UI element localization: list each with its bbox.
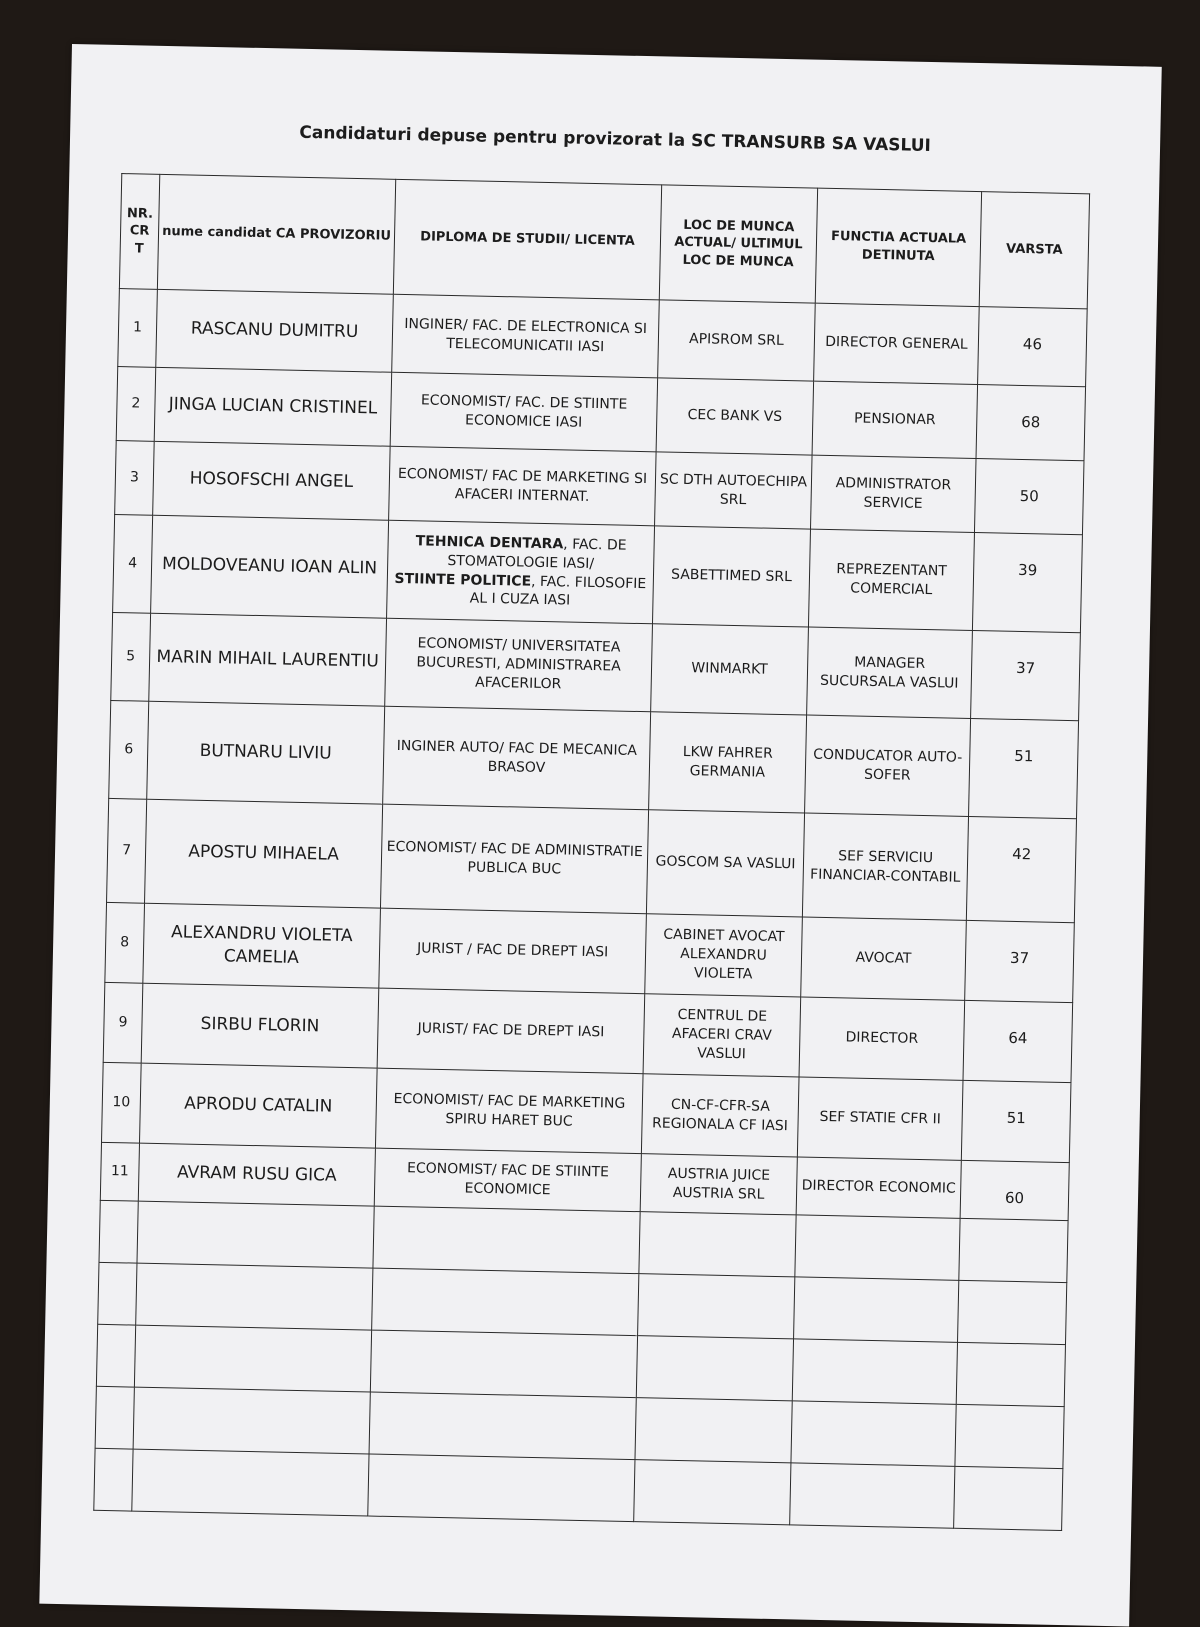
candidates-table <box>93 173 1090 1531</box>
cell-function: SEF SERVICIU FINANCIAR-CONTABIL <box>802 813 968 920</box>
cell-function: ADMINISTRATOR SERVICE <box>811 455 977 532</box>
diploma-bold-b: STIINTE POLITICE <box>394 570 532 590</box>
cell-name: HOSOFSCHI ANGEL <box>153 441 390 520</box>
cell-name: RASCANU DUMITRU <box>156 289 394 372</box>
cell-diploma: ECONOMIST/ UNIVERSITATEA BUCURESTI, ADMINISTRAREA AFACERILOR <box>385 618 653 712</box>
cell-workplace: AUSTRIA JUICE AUSTRIA SRL <box>640 1154 797 1215</box>
cell-name: APOSTU MIHAELA <box>145 799 383 908</box>
cell-name: AVRAM RUSU GICA <box>138 1143 375 1206</box>
cell-diploma: ECONOMIST/ FAC. DE STIINTE ECONOMICE IASI <box>390 372 657 452</box>
empty-cell <box>132 1449 369 1516</box>
empty-cell <box>634 1460 791 1525</box>
document-page <box>39 44 1161 1626</box>
cell-name: BUTNARU LIVIU <box>147 701 385 804</box>
header-name: nume candidat CA PROVIZORIU <box>157 174 395 294</box>
cell-nr: 4 <box>113 514 153 613</box>
cell-workplace: SC DTH AUTOECHIPA SRL <box>655 452 813 529</box>
header-function: FUNCTIA ACTUALA DETINUTA <box>815 188 981 306</box>
empty-cell <box>373 1206 640 1274</box>
empty-cell <box>795 1215 960 1280</box>
empty-cell <box>369 1392 636 1460</box>
header-age: VARSTA <box>979 192 1089 309</box>
cell-nr: 1 <box>118 289 158 368</box>
cell-nr: 5 <box>111 612 151 701</box>
empty-cell <box>370 1330 637 1398</box>
cell-diploma: INGINER/ FAC. DE ELECTRONICA SI TELECOMUNICATII IASI <box>392 294 660 378</box>
empty-cell <box>956 1342 1065 1406</box>
cell-workplace: CN-CF-CFR-SA REGIONALA CF IASI <box>641 1074 799 1157</box>
cell-workplace: CABINET AVOCAT ALEXANDRU VIOLETA <box>645 914 803 997</box>
empty-cell <box>955 1404 1064 1468</box>
cell-diploma: JURIST / FAC DE DREPT IASI <box>379 908 647 994</box>
empty-cell <box>790 1463 955 1528</box>
cell-name: MOLDOVEANU IOAN ALIN <box>151 515 389 618</box>
empty-cell <box>372 1268 639 1336</box>
cell-name: SIRBU FLORIN <box>141 983 379 1068</box>
cell-nr: 9 <box>103 982 143 1063</box>
empty-cell <box>638 1274 795 1339</box>
cell-workplace: CEC BANK VS <box>656 378 814 455</box>
cell-function: CONDUCATOR AUTO-SOFER <box>805 715 971 816</box>
cell-age: 39 <box>972 533 1082 633</box>
empty-cell <box>954 1466 1063 1530</box>
empty-cell <box>98 1262 137 1325</box>
cell-nr: 2 <box>116 367 156 442</box>
cell-workplace: CENTRUL DE AFACERI CRAV VASLUI <box>643 994 801 1077</box>
cell-diploma: ECONOMIST/ FAC DE MARKETING SI AFACERI INTERNAT. <box>389 446 656 526</box>
cell-name: ALEXANDRU VIOLETA CAMELIA <box>143 903 381 988</box>
empty-cell <box>794 1277 959 1342</box>
empty-cell <box>137 1201 374 1268</box>
cell-diploma: ECONOMIST/ FAC DE STIINTE ECONOMICE <box>374 1148 641 1212</box>
cell-nr: 3 <box>115 441 155 516</box>
empty-cell <box>99 1200 138 1263</box>
cell-nr: 7 <box>107 798 147 903</box>
cell-function: REPREZENTANT COMERCIAL <box>808 529 974 630</box>
cell-function: MANAGER SUCURSALA VASLUI <box>807 627 973 718</box>
cell-name: JINGA LUCIAN CRISTINEL <box>154 367 391 446</box>
cell-age: 51 <box>961 1080 1071 1162</box>
cell-age: 37 <box>971 630 1081 720</box>
cell-age: 37 <box>965 920 1075 1002</box>
empty-cell <box>94 1448 133 1511</box>
diploma-rest-a: , FAC. DE STOMATOLOGIE IASI/ <box>447 536 627 572</box>
cell-name: MARIN MIHAIL LAURENTIU <box>149 613 387 706</box>
cell-age: 46 <box>978 307 1088 387</box>
cell-workplace: SABETTIMED SRL <box>652 526 810 627</box>
cell-age: 64 <box>963 1000 1073 1082</box>
empty-cell <box>134 1325 371 1392</box>
empty-cell <box>95 1386 134 1449</box>
header-workplace: LOC DE MUNCA ACTUAL/ ULTIMUL LOC DE MUNCA <box>659 185 817 303</box>
empty-cell <box>959 1218 1068 1282</box>
cell-diploma <box>387 520 655 624</box>
empty-cell <box>636 1336 793 1401</box>
cell-diploma: ECONOMIST/ FAC DE MARKETING SPIRU HARET BUC <box>375 1068 643 1154</box>
cell-workplace: APISROM SRL <box>658 300 816 381</box>
empty-cell <box>368 1454 635 1522</box>
cell-name: APRODU CATALIN <box>139 1063 377 1148</box>
table-row <box>107 798 1077 922</box>
cell-nr: 6 <box>109 700 149 799</box>
cell-nr: 10 <box>102 1062 142 1143</box>
cell-function: DIRECTOR ECONOMIC <box>796 1157 961 1218</box>
diploma-bold-a: TEHNICA DENTARA <box>415 533 564 553</box>
cell-age: 60 <box>960 1160 1069 1220</box>
cell-diploma: JURIST/ FAC DE DREPT IASI <box>377 988 645 1074</box>
cell-workplace: LKW FAHRER GERMANIA <box>649 712 807 813</box>
cell-age: 42 <box>966 816 1076 922</box>
empty-cell <box>792 1339 957 1404</box>
table-header-row <box>119 174 1089 309</box>
empty-cell <box>133 1387 370 1454</box>
document-title: Candidaturi depuse pentru provizorat la SC TRANSURB SA VASLUI <box>299 122 932 157</box>
cell-function: AVOCAT <box>801 917 967 1000</box>
cell-age: 68 <box>976 385 1086 461</box>
empty-cell <box>635 1398 792 1463</box>
cell-nr: 8 <box>105 902 145 983</box>
header-nr: NR. CR T <box>119 174 159 290</box>
cell-workplace: WINMARKT <box>651 624 809 715</box>
header-diploma: DIPLOMA DE STUDII/ LICENTA <box>393 179 661 300</box>
cell-function: PENSIONAR <box>812 381 978 458</box>
cell-age: 51 <box>969 718 1079 818</box>
empty-cell <box>639 1212 796 1277</box>
cell-diploma: ECONOMIST/ FAC DE ADMINISTRATIE PUBLICA BUC <box>380 804 648 914</box>
cell-workplace: GOSCOM SA VASLUI <box>646 810 804 917</box>
cell-function: DIRECTOR <box>799 997 965 1080</box>
empty-cell <box>136 1263 373 1330</box>
empty-cell <box>791 1401 956 1466</box>
diploma-rest-b: , FAC. FILOSOFIE AL I CUZA IASI <box>469 573 647 609</box>
empty-cell <box>96 1324 135 1387</box>
cell-diploma: INGINER AUTO/ FAC DE MECANICA BRASOV <box>383 706 651 810</box>
cell-age: 50 <box>974 459 1084 535</box>
cell-nr: 11 <box>100 1142 139 1201</box>
empty-cell <box>958 1280 1067 1344</box>
cell-function: SEF STATIE CFR II <box>797 1077 963 1160</box>
cell-function: DIRECTOR GENERAL <box>814 303 980 384</box>
